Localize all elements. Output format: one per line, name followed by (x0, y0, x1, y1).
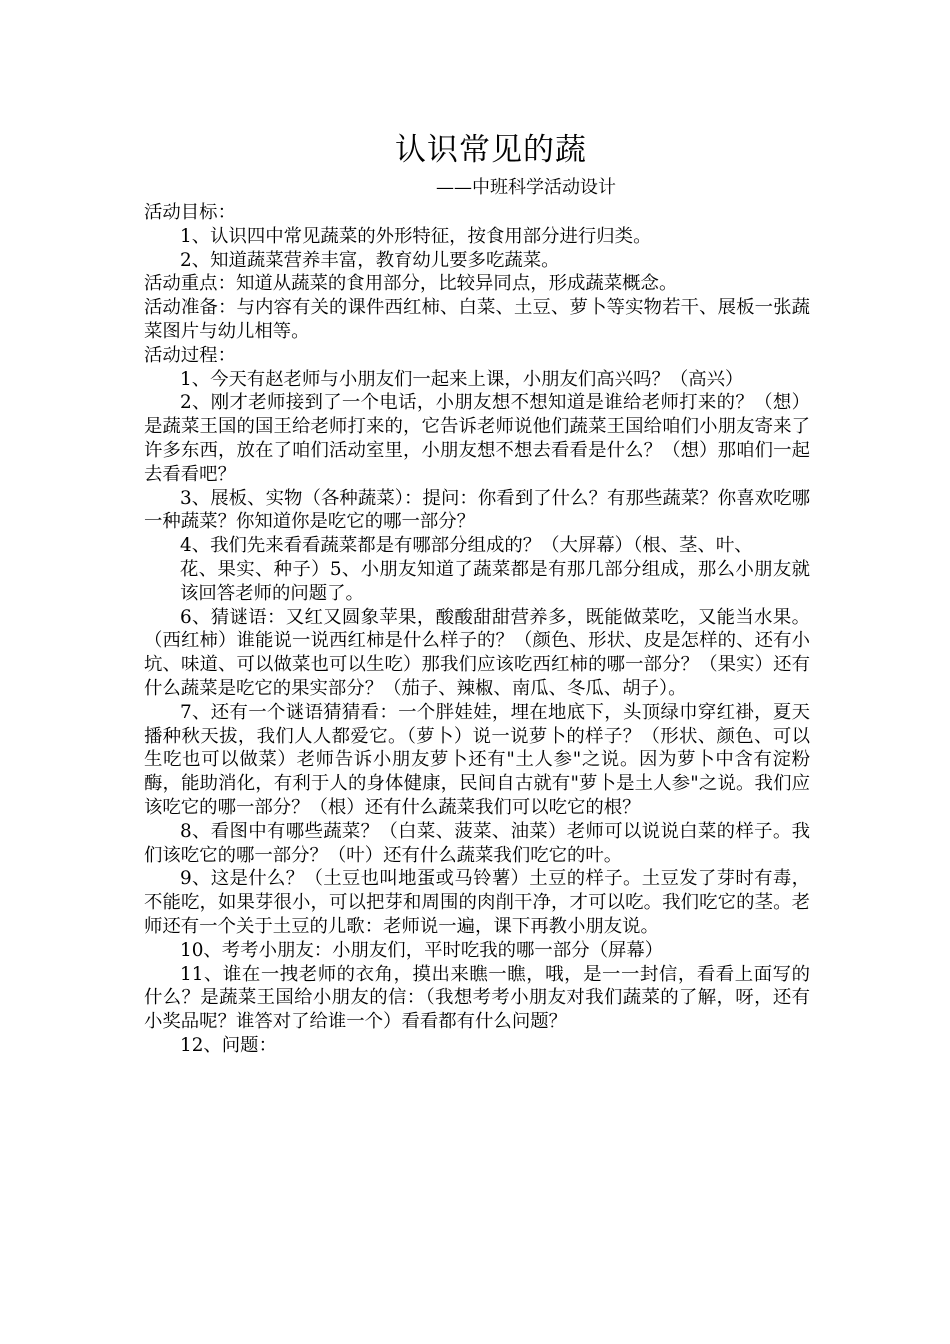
process-step-8: 8、看图中有哪些蔬菜？（白菜、菠菜、油菜）老师可以说说白菜的样子。我们该吃它的哪一部分？（叶）还有什么蔬菜我们吃它的叶。 (144, 820, 810, 866)
key-points-paragraph: 活动重点：知道从蔬菜的食用部分，比较异同点，形成蔬菜概念。 (144, 273, 678, 295)
document-subtitle: ——中班科学活动设计 (436, 177, 616, 198)
process-step-2: 2、刚才老师接到了一个电话，小朋友想不想知道是谁给老师打来的？（想）是蔬菜王国的国王给老师打来的，它告诉老师说他们蔬菜王国给咱们小朋友寄来了许多东西，放在了咱们活动室里，小朋友想不想去看看是什么？（想）那咱们一起去看看吧？ (144, 392, 810, 485)
section-heading-process: 活动过程： (144, 344, 236, 366)
process-step-6: 6、猜谜语：又红又圆象苹果，酸酸甜甜营养多，既能做菜吃，又能当水果。（西红柿）谁能说一说西红柿是什么样子的？（颜色、形状、皮是怎样的、还有小坑、味道、可以做菜也可以生吃）那我们应该吃西红柿的哪一部分？（果实）还有什么蔬菜是吃它的果实部分？（茄子、辣椒、南瓜、冬瓜、胡子）。 (144, 606, 810, 699)
goal-item-2: 2、知道蔬菜营养丰富，教育幼儿要多吃蔬菜。 (180, 249, 560, 271)
preparation-paragraph: 活动准备：与内容有关的课件西红柿、白菜、土豆、萝卜等实物若干、展板一张蔬菜图片与幼儿相等。 (144, 297, 810, 342)
process-step-3: 3、展板、实物（各种蔬菜）：提问：你看到了什么？有那些蔬菜？你喜欢吃哪一种蔬菜？你知道你是吃它的哪一部分？ (144, 487, 810, 533)
process-step-12: 12、问题： (180, 1034, 277, 1056)
section-heading-goals: 活动目标： (144, 202, 236, 223)
process-step-4: 4、我们先来看看蔬菜都是有哪部分组成的？（大屏幕）（根、茎、叶、 (180, 535, 753, 557)
document-body (144, 201, 810, 1058)
process-step-9: 9、这是什么？（土豆也叫地蛋或马铃薯）土豆的样子。土豆发了芽时有毒，不能吃，如果芽很小，可以把芽和周围的肉削干净，才可以吃。我们吃它的茎。老师还有一个关于土豆的儿歌：老师说一遍，课下再教小朋友说。 (144, 868, 810, 937)
process-step-4-continued: 花、果实、种子）5、小朋友知道了蔬菜都是有那几部分组成，那么小朋友就该回答老师的问题了。 (180, 558, 810, 604)
document-title: 认识常见的蔬 (395, 132, 587, 168)
process-step-10: 10、考考小朋友：小朋友们，平时吃我的哪一部分（屏幕） (180, 939, 664, 961)
process-step-1: 1、今天有赵老师与小朋友们一起来上课，小朋友们高兴吗？（高兴） (180, 368, 744, 390)
process-step-7: 7、还有一个谜语猜猜看：一个胖娃娃，埋在地底下，头顶绿巾穿红褂，夏天播种秋天拔，我们人人都爱它。（萝卜）说一说萝卜的样子？（形状、颜色、可以生吃也可以做菜）老师告诉小朋友萝卜还有"土人参"之说。因为萝卜中含有淀粉酶，能助消化，有利于人的身体健康，民间自古就有"萝卜是土人参"之说。我们应该吃它的哪一部分？（根）还有什么蔬菜我们可以吃它的根？ (144, 701, 810, 818)
goal-item-1: 1、认识四中常见蔬菜的外形特征，按食用部分进行归类。 (180, 225, 652, 247)
process-step-11: 11、谁在一拽老师的衣角，摸出来瞧一瞧，哦，是一一封信，看看上面写的什么？是蔬菜王国给小朋友的信：（我想考考小朋友对我们蔬菜的了解，呀，还有小奖品呢？谁答对了给谁一个）看看都有什么问题？ (144, 963, 810, 1033)
